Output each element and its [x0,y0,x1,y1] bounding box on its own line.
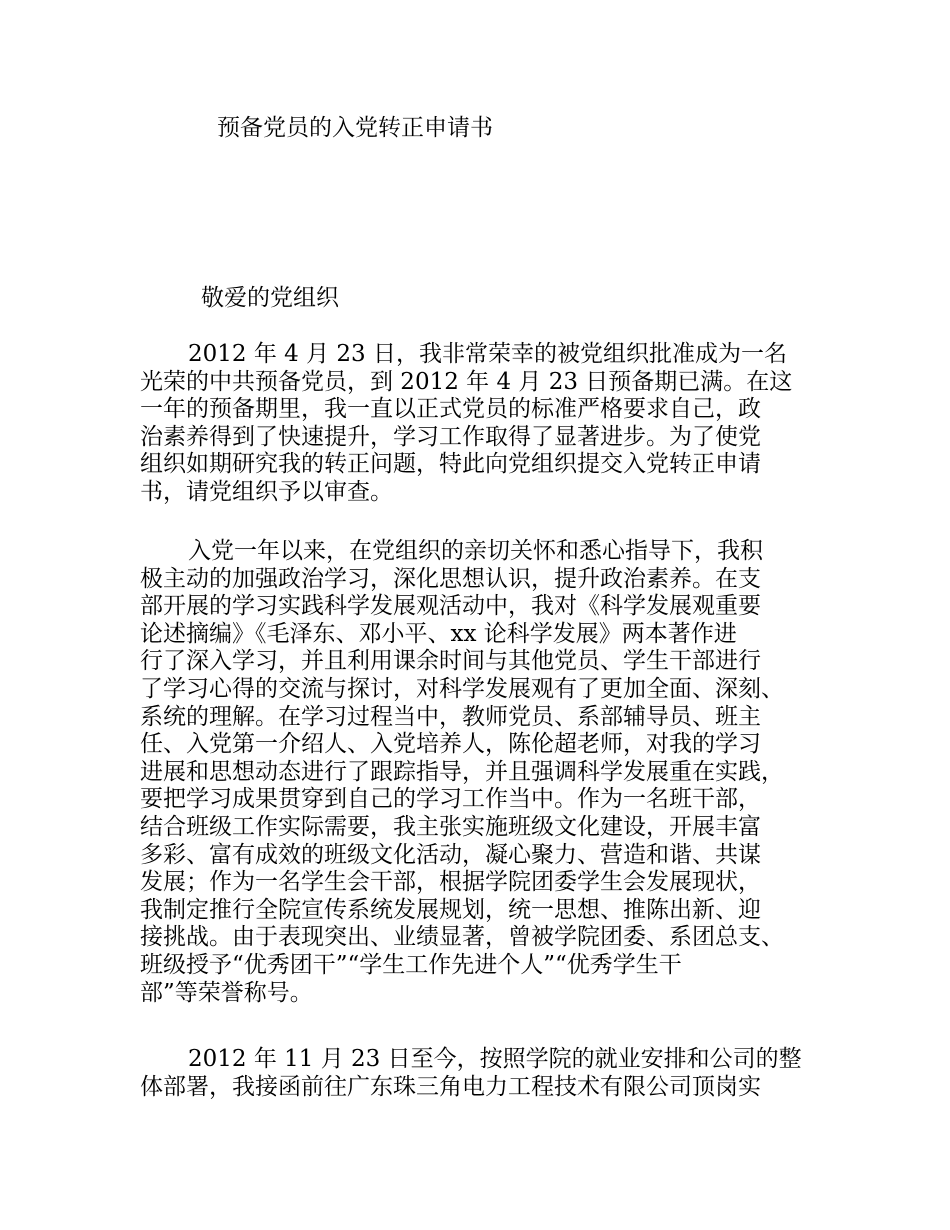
paragraph-line: 极主动的加强政治学习，深化思想认识，提升政治素养。在支 [140,565,761,592]
paragraph-line: 我制定推行全院宣传系统发展规划，统一思想、推陈出新、迎 [140,896,761,923]
paragraph-line: 结合班级工作实际需要，我主张实施班级文化建设，开展丰富 [140,813,761,840]
paragraph-line: 接挑战。由于表现突出、业绩显著，曾被学院团委、系团总支、 [140,924,784,951]
document-title: 预备党员的入党转正申请书 [217,115,493,141]
paragraph-line: 系统的理解。在学习过程当中，教师党员、系部辅导员、班主 [140,703,761,730]
paragraph-line: 2012 年 4 月 23 日，我非常荣幸的被党组织批准成为一名 [188,341,787,367]
paragraph-line: 了学习心得的交流与探讨，对科学发展观有了更加全面、深刻、 [140,675,784,702]
paragraph-line: 发展；作为一名学生会干部，根据学院团委学生会发展现状， [140,869,761,896]
paragraph-line: 要把学习成果贯穿到自己的学习工作当中。作为一名班干部， [140,786,761,813]
paragraph-1 [140,341,792,507]
paragraph-line: 治素养得到了快速提升，学习工作取得了显著进步。为了使党 [140,423,761,450]
paragraph-line: 体部署，我接函前往广东珠三角电力工程技术有限公司顶岗实 [140,1073,761,1100]
paragraph-line: 行了深入学习，并且利用课余时间与其他党员、学生干部进行 [140,648,761,675]
paragraph-line: 任、入党第一介绍人、入党培养人，陈伦超老师，对我的学习 [140,731,761,758]
paragraph-line: 入党一年以来，在党组织的亲切关怀和悉心指导下，我积 [188,538,763,564]
paragraph-3 [140,1046,802,1101]
paragraph-2 [140,538,784,1007]
salutation: 敬爱的党组织 [201,285,339,311]
paragraph-line: 书，请党组织予以审查。 [140,478,393,505]
paragraph-line: 光荣的中共预备党员，到 2012 年 4 月 23 日预备期已满。在这 [140,368,793,395]
paragraph-line: 论述摘编》《毛泽东、邓小平、xx 论科学发展》两本著作进 [140,620,737,647]
paragraph-line: 2012 年 11 月 23 日至今，按照学院的就业安排和公司的整 [188,1046,802,1072]
paragraph-line: 部开展的学习实践科学发展观活动中，我对《科学发展观重要 [140,593,761,620]
paragraph-line: 多彩、富有成效的班级文化活动，凝心聚力、营造和谐、共谋 [140,841,761,868]
paragraph-line: 一年的预备期里，我一直以正式党员的标准严格要求自己，政 [140,396,761,423]
paragraph-line: 组织如期研究我的转正问题，特此向党组织提交入党转正申请 [140,451,761,478]
paragraph-line: 部”等荣誉称号。 [140,979,313,1006]
paragraph-line: 进展和思想动态进行了跟踪指导，并且强调科学发展重在实践， [140,758,784,785]
paragraph-line: 班级授予“优秀团干”“学生工作先进个人”“优秀学生干 [140,951,682,978]
